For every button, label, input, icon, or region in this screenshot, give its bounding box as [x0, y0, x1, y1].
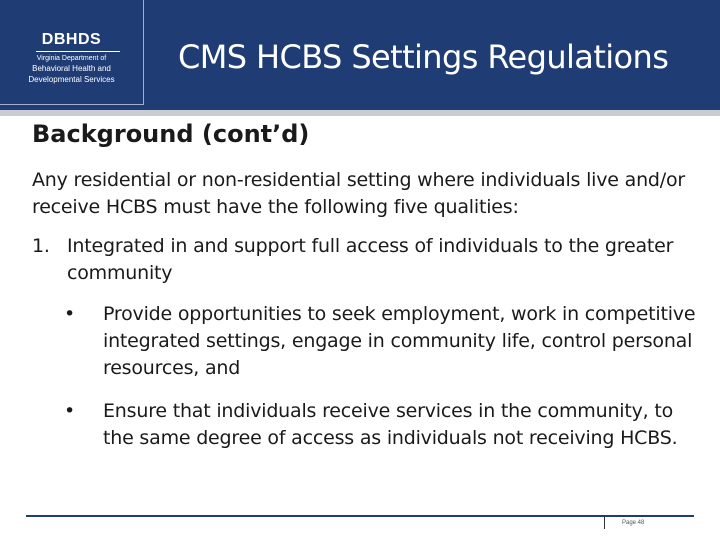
numbered-item-text: Integrated in and support full access of individuals to the greater community: [67, 235, 674, 284]
bullet-marker: •: [64, 400, 76, 422]
logo-subtitle-line3-text: Developmental Services: [28, 75, 115, 84]
footer-tick: [604, 517, 605, 529]
dbhds-logo: [0, 0, 144, 105]
bullet-marker: •: [64, 303, 76, 325]
logo-underline: [36, 51, 120, 52]
slide-title: CMS HCBS Settings Regulations: [178, 38, 669, 76]
logo-subtitle-line2-text: Behavioral Health and: [32, 64, 111, 73]
logo-subtitle-line1: Virginia Department of: [36, 55, 107, 62]
intro-paragraph: Any residential or non-residential setting where individuals live and/or receive HCBS must have the following five qualities:: [32, 169, 686, 218]
logo-subtitle-line2: [0, 63, 143, 85]
bullet-text: Provide opportunities to seek employment, work in competitive integrated settings, engage in community life, control personal resources, and: [103, 303, 696, 379]
numbered-item-marker: 1.: [32, 235, 50, 257]
footer-divider: [26, 515, 694, 517]
page-number: Page 48: [622, 520, 645, 526]
section-heading: Background (cont’d): [32, 120, 310, 148]
header-divider: [0, 110, 720, 116]
bullet-text: Ensure that individuals receive services in the community, to the same degree of access as individuals not receiving HCBS.: [103, 400, 678, 449]
logo-title: DBHDS: [41, 31, 102, 48]
